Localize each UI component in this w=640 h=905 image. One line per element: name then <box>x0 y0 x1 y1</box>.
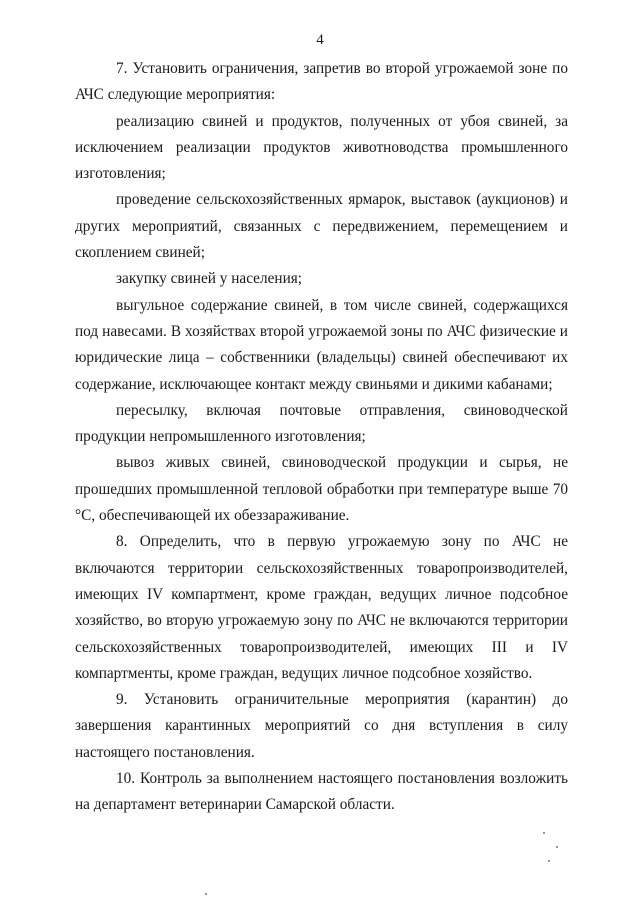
page-number: 4 <box>316 32 324 48</box>
paragraph-7-item-3: закупку свиней у населения; <box>116 270 303 288</box>
paragraph-7-item-6: вывоз живых свиней, свиноводческой продукции и сырья, не прошедших промышленной тепловой обработки при температуре выше 70 °С, обеспечивающей их обеззараживание. <box>75 454 568 525</box>
paragraph-7-item-5: пересылку, включая почтовые отправления, свиноводческой продукции непромышленного изготовления; <box>75 401 568 446</box>
paragraph-9: 9. Установить ограничительные мероприятия (карантин) до завершения карантинных мероприятий со дня вступления в силу настоящего постановления. <box>75 691 568 761</box>
scan-speck <box>548 860 550 862</box>
paragraph-7-item-1: реализацию свиней и продуктов, полученных от убоя свиней, за исключением реализации продуктов животноводства промышленного изготовления; <box>75 112 568 183</box>
paragraph-8: 8. Определить, что в первую угрожаемую зону по АЧС не включаются территории сельскохозяйственных товаропроизводителей, имеющих IV компартмент, кроме граждан, ведущих личное подсобное хозяйство, во вторую угрожаемую зону по АЧС не включаются территории сельскохозяйственных товаропроизводителей, имеющих III и IV компартменты, кроме граждан, ведущих личное подсобное хозяйство. <box>75 533 568 682</box>
paragraph-10: 10. Контроль за выполнением настоящего постановления возложить на департамент ветеринарии Самарской области. <box>75 770 568 814</box>
scan-speck <box>556 846 558 848</box>
scan-speck <box>205 893 207 895</box>
paragraph-7: 7. Установить ограничения, запретив во второй угрожаемой зоне по АЧС следующие мероприятия: <box>75 60 568 104</box>
paragraph-7-item-4: выгульное содержание свиней, в том числе свиней, содержащихся под навесами. В хозяйствах второй угрожаемой зоны по АЧС физические и юридические лица – собственники (владельцы) свиней обеспечивают их содержание, исключающее контакт между свиньями и дикими кабанами; <box>75 296 568 393</box>
document-body <box>75 56 568 819</box>
paragraph-7-item-2: проведение сельскохозяйственных ярмарок, выставок (аукционов) и других мероприятий, связанных с передвижением, перемещением и скоплением свиней; <box>75 191 568 262</box>
scan-speck <box>543 832 545 834</box>
